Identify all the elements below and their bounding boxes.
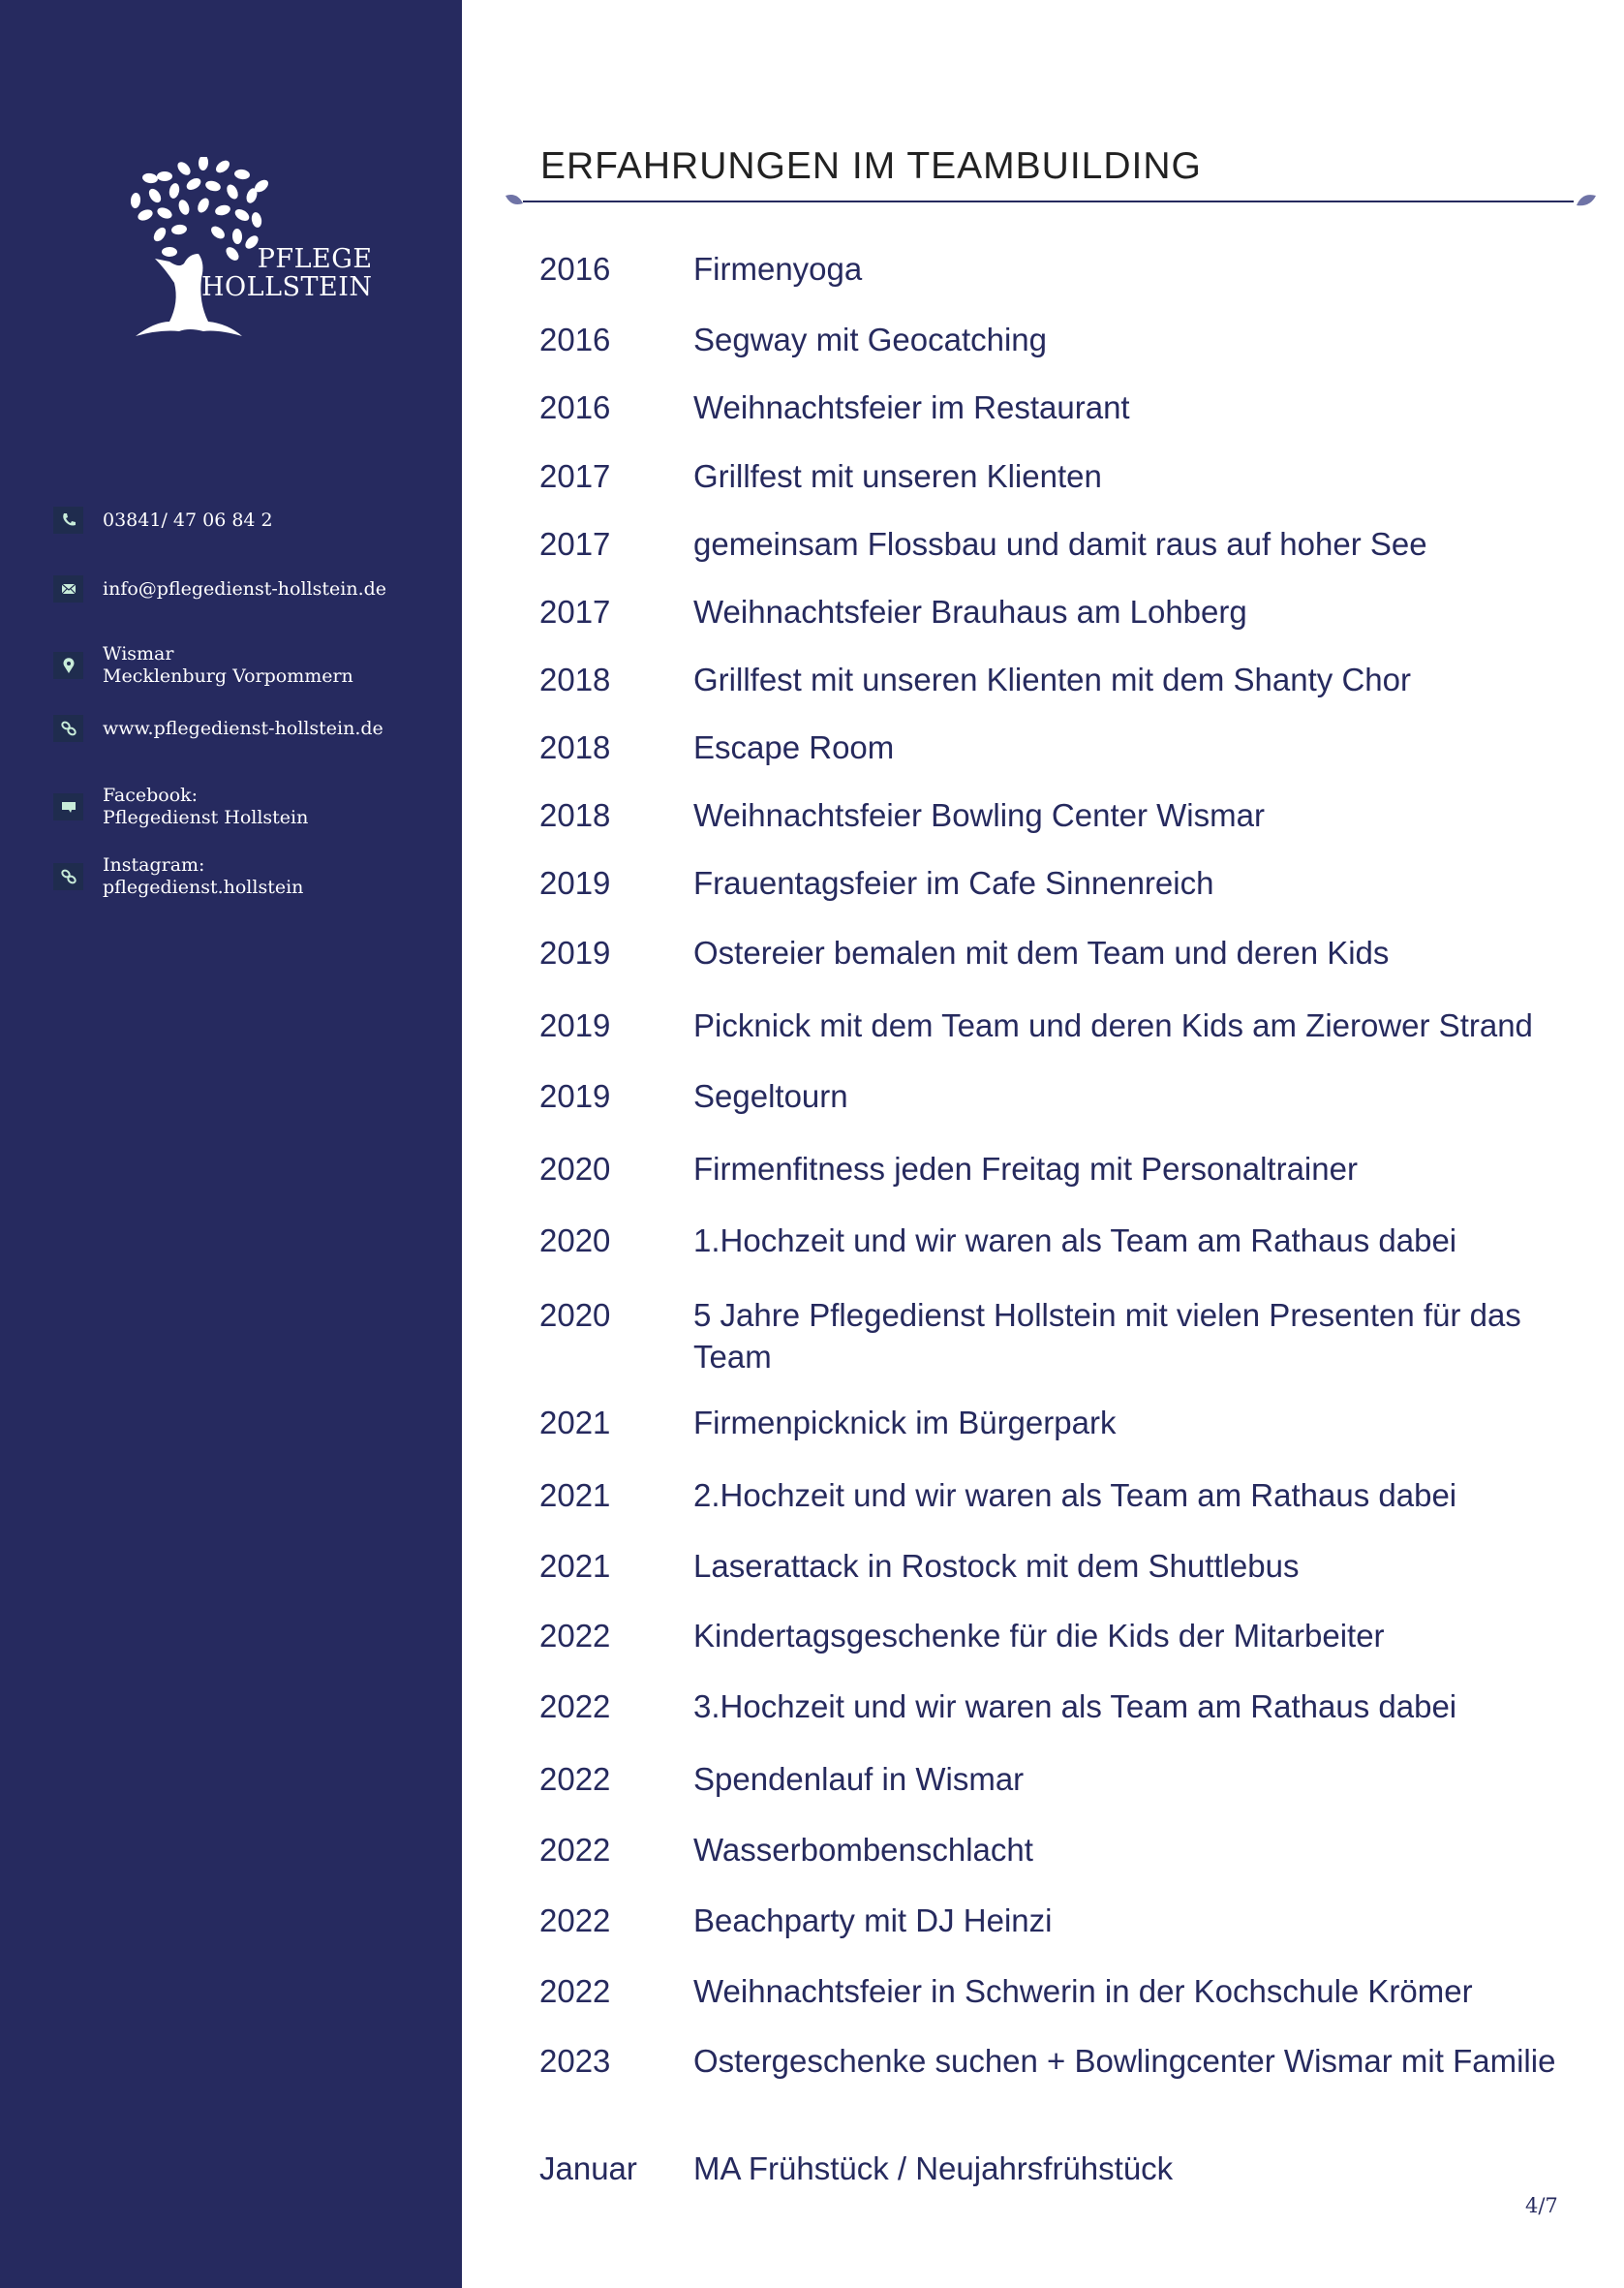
row-activity: 3.Hochzeit und wir waren als Team am Rathaus dabei: [693, 1688, 1457, 1724]
contact-line: pflegedienst.hollstein: [103, 877, 304, 898]
phone-icon: [53, 507, 83, 534]
contact-line: Facebook:: [103, 785, 199, 806]
row-year: 2021: [539, 1477, 611, 1513]
row-year: 2016: [539, 322, 611, 357]
row-year: 2022: [539, 1902, 611, 1938]
row-year: 2021: [539, 1548, 611, 1584]
contact-line: info@pflegedienst-hollstein.de: [103, 577, 387, 600]
row-activity: Laserattack in Rostock mit dem Shuttlebus: [693, 1548, 1300, 1584]
row-year: 2017: [539, 526, 611, 562]
row-activity: Ostereier bemalen mit dem Team und deren Kids: [693, 935, 1390, 971]
row-year: 2019: [539, 1078, 611, 1114]
row-year: 2018: [539, 797, 611, 833]
row-activity: Grillfest mit unseren Klienten mit dem Shanty Chor: [693, 662, 1411, 697]
row-activity: Weihnachtsfeier Brauhaus am Lohberg: [693, 594, 1247, 630]
row-activity: Beachparty mit DJ Heinzi: [693, 1902, 1053, 1938]
row-activity: Picknick mit dem Team und deren Kids am Zierower Strand: [693, 1007, 1533, 1043]
row-year: 2018: [539, 662, 611, 697]
contact-item[interactable]: [53, 715, 383, 742]
row-year: 2016: [539, 251, 611, 287]
contact-line: www.pflegedienst-hollstein.de: [103, 717, 383, 739]
logo-line-1: PFLEGE: [257, 244, 373, 274]
row-year: Januar: [539, 2150, 637, 2186]
link-icon: [53, 863, 83, 890]
contact-line: Pflegedienst Hollstein: [103, 807, 309, 828]
row-activity: Segway mit Geocatching: [693, 322, 1048, 357]
row-year: 2017: [539, 594, 611, 630]
row-year: 2018: [539, 729, 611, 765]
row-activity: 2.Hochzeit und wir waren als Team am Rathaus dabei: [693, 1477, 1457, 1513]
contact-item: [53, 643, 353, 688]
contact-line: 03841/ 47 06 84 2: [103, 509, 273, 531]
row-activity: Firmenfitness jeden Freitag mit Personaltrainer: [693, 1151, 1358, 1187]
contact-line: Instagram:: [103, 854, 205, 876]
leaf-right-icon: [1577, 195, 1596, 205]
row-activity: Spendenlauf in Wismar: [693, 1761, 1025, 1797]
row-activity: gemeinsam Flossbau und damit raus auf hoher See: [693, 526, 1427, 562]
row-activity: Escape Room: [693, 729, 895, 765]
row-activity: Weihnachtsfeier Bowling Center Wismar: [693, 797, 1265, 833]
contact-text: [103, 510, 273, 532]
row-year: 2019: [539, 865, 611, 901]
row-activity: Segeltourn: [693, 1078, 848, 1114]
row-activity: Weihnachtsfeier im Restaurant: [693, 389, 1130, 425]
row-activity: Weihnachtsfeier in Schwerin in der Kochschule Krömer: [693, 1973, 1473, 2009]
row-year: 2020: [539, 1151, 611, 1187]
row-year: 2019: [539, 935, 611, 971]
page-number: 4/7: [1525, 2194, 1558, 2217]
row-year: 2020: [539, 1297, 611, 1333]
row-year: 2022: [539, 1688, 611, 1724]
row-year: 2023: [539, 2043, 611, 2079]
title-divider: [504, 192, 1598, 211]
sidebar: [0, 0, 462, 2288]
contact-text: [103, 643, 353, 688]
logo-line-2: HOLLSTEIN: [201, 272, 373, 302]
contact-text: [103, 718, 383, 740]
row-activity: Frauentagsfeier im Cafe Sinnenreich: [693, 865, 1214, 901]
contact-line: Wismar: [103, 643, 174, 665]
contact-item: [53, 507, 273, 534]
leaf-left-icon: [506, 195, 523, 204]
contact-text: [103, 578, 386, 601]
row-activity: Wasserbombenschlacht: [693, 1832, 1033, 1868]
contact-text: [103, 785, 308, 829]
row-activity: 5 Jahre Pflegedienst Hollstein mit vielen Presenten für das Team: [693, 1297, 1521, 1375]
contact-text: [103, 854, 303, 899]
logo-text: [201, 245, 373, 301]
contact-item: [53, 854, 303, 899]
row-year: 2022: [539, 1832, 611, 1868]
chat-icon: [53, 793, 83, 820]
row-activity: Firmenyoga: [693, 251, 863, 287]
row-year: 2022: [539, 1618, 611, 1654]
row-activity: Firmenpicknick im Bürgerpark: [693, 1405, 1117, 1440]
row-year: 2022: [539, 1761, 611, 1797]
page-title: ERFAHRUNGEN IM TEAMBUILDING: [540, 145, 1202, 187]
row-activity: 1.Hochzeit und wir waren als Team am Rathaus dabei: [693, 1222, 1457, 1258]
contact-item: [53, 785, 308, 829]
row-activity: Grillfest mit unseren Klienten: [693, 458, 1102, 494]
mail-icon: [53, 575, 83, 603]
row-year: 2017: [539, 458, 611, 494]
row-year: 2016: [539, 389, 611, 425]
row-year: 2019: [539, 1007, 611, 1043]
row-activity: Kindertagsgeschenke für die Kids der Mitarbeiter: [693, 1618, 1385, 1654]
contact-line: Mecklenburg Vorpommern: [103, 665, 353, 687]
row-activity: MA Frühstück / Neujahrsfrühstück: [693, 2150, 1174, 2186]
row-year: 2020: [539, 1222, 611, 1258]
row-activity: Ostergeschenke suchen + Bowlingcenter Wismar mit Familie: [693, 2043, 1556, 2079]
contact-item[interactable]: [53, 575, 386, 603]
location-pin-icon: [53, 652, 83, 679]
row-year: 2022: [539, 1973, 611, 2009]
row-year: 2021: [539, 1405, 611, 1440]
link-icon: [53, 715, 83, 742]
